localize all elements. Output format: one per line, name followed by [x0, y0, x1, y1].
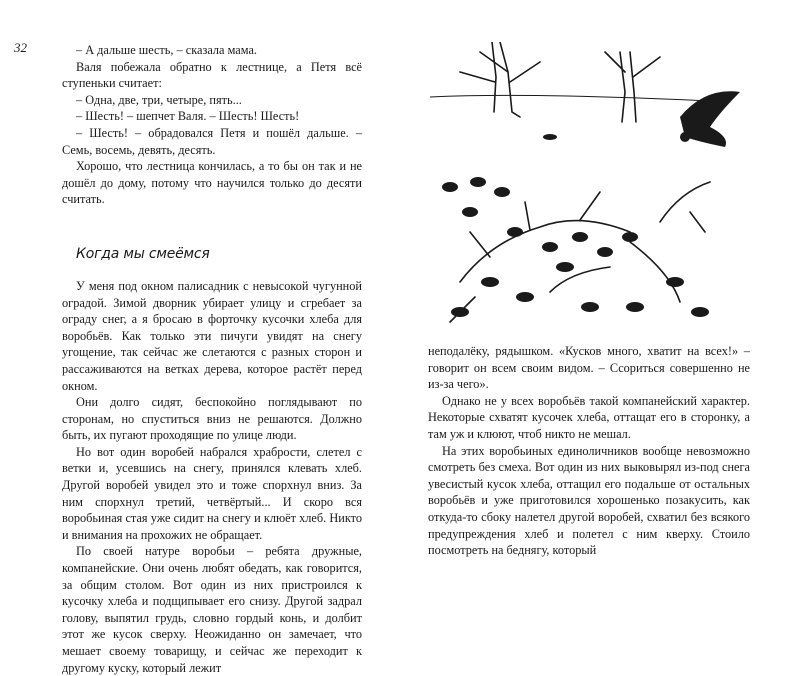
paragraph: Однако не у всех воробьёв такой компанейский характер. Некоторые схватят кусочек хлеба, оттащат его в сторонку, а там уж и клюют, чтоб никто не мешал. [428, 393, 750, 441]
paragraph: Хорошо, что лестница кончилась, а то бы он так и не дошёл до дому, потому что научился только до десяти считать. [62, 159, 362, 207]
left-page-text [62, 42, 362, 676]
paragraph: – Одна, две, три, четыре, пять... [76, 92, 242, 107]
paragraph: – Шесть! – шепчет Валя. – Шесть! Шесть! [76, 109, 300, 124]
paragraph: У меня под окном палисадник с невысокой чугунной оградой. Зимой дворник убирает улицу и сгребает за ограду снег, а я бросаю в форточку кусочки хлеба для воробьёв. Как только эти пичуги увидят на снегу угощение, так сейчас же слетаются с разных сторон и рассаживаются на ветках дерева, которое растёт перед окном. [62, 278, 362, 393]
paragraph: Валя побежала обратно к лестнице, а Петя всё ступеньки считает: [62, 59, 362, 91]
paragraph: – Шесть! – обрадовался Петя и пошёл дальше. – Семь, восемь, девять, десять. [62, 125, 362, 157]
section-heading: Когда мы смеёмся [76, 245, 210, 262]
paragraph: Но вот один воробей набрался храбрости, слетел с ветки и, усевшись на снегу, принялся клевать хлеб. Другой воробей увидел это и тоже спорхнул вниз. За ним спорхнул третий, четвёртый... И скоро вся воробьиная стая уже сидит на снегу и клюёт хлеб. Никто и внимания на прохожих не обращает. [62, 444, 362, 542]
paragraph: На этих воробьиных единоличников вообще невозможно смотреть без смеха. Вот один из них выковырял из-под снега увесистый кусок хлеба, оттащил его подальше от остальных воробьёв и уже приготовился хорошенько позакусить, как откуда-то сбоку налетел другой воробей, схватил без всякого предупреждения хлеб и полетел с ним кверху. Стоило посмотреть на беднягу, который [428, 443, 750, 558]
page-number: 32 [14, 40, 27, 55]
sparrows-on-tree-illustration [430, 42, 760, 342]
right-page-text [428, 343, 750, 559]
paragraph: – А дальше шесть, – сказала мама. [76, 43, 257, 57]
paragraph: неподалёку, рядышком. «Кусков много, хватит на всех!» – говорит он всем своим видом. – Ссориться совершенно не из-за чего». [428, 344, 750, 392]
paragraph: Они долго сидят, беспокойно поглядывают по сторонам, но спуститься вниз не решаются. Должно быть, их пугают проходящие по улице люди. [62, 395, 362, 443]
paragraph: По своей натуре воробьи – ребята дружные, компанейские. Они очень любят обедать, как говорится, за общим столом. Вот один из них пристроился к кусочку хлеба и подщипывает его снизу. Другой задрал голову, выпятил грудь, словно гордый конь, и долбит этот же кусок сверху. Неожиданно он замечает, что мешает своему товарищу, и сейчас же переходит к другому куску, который лежит [62, 544, 362, 675]
